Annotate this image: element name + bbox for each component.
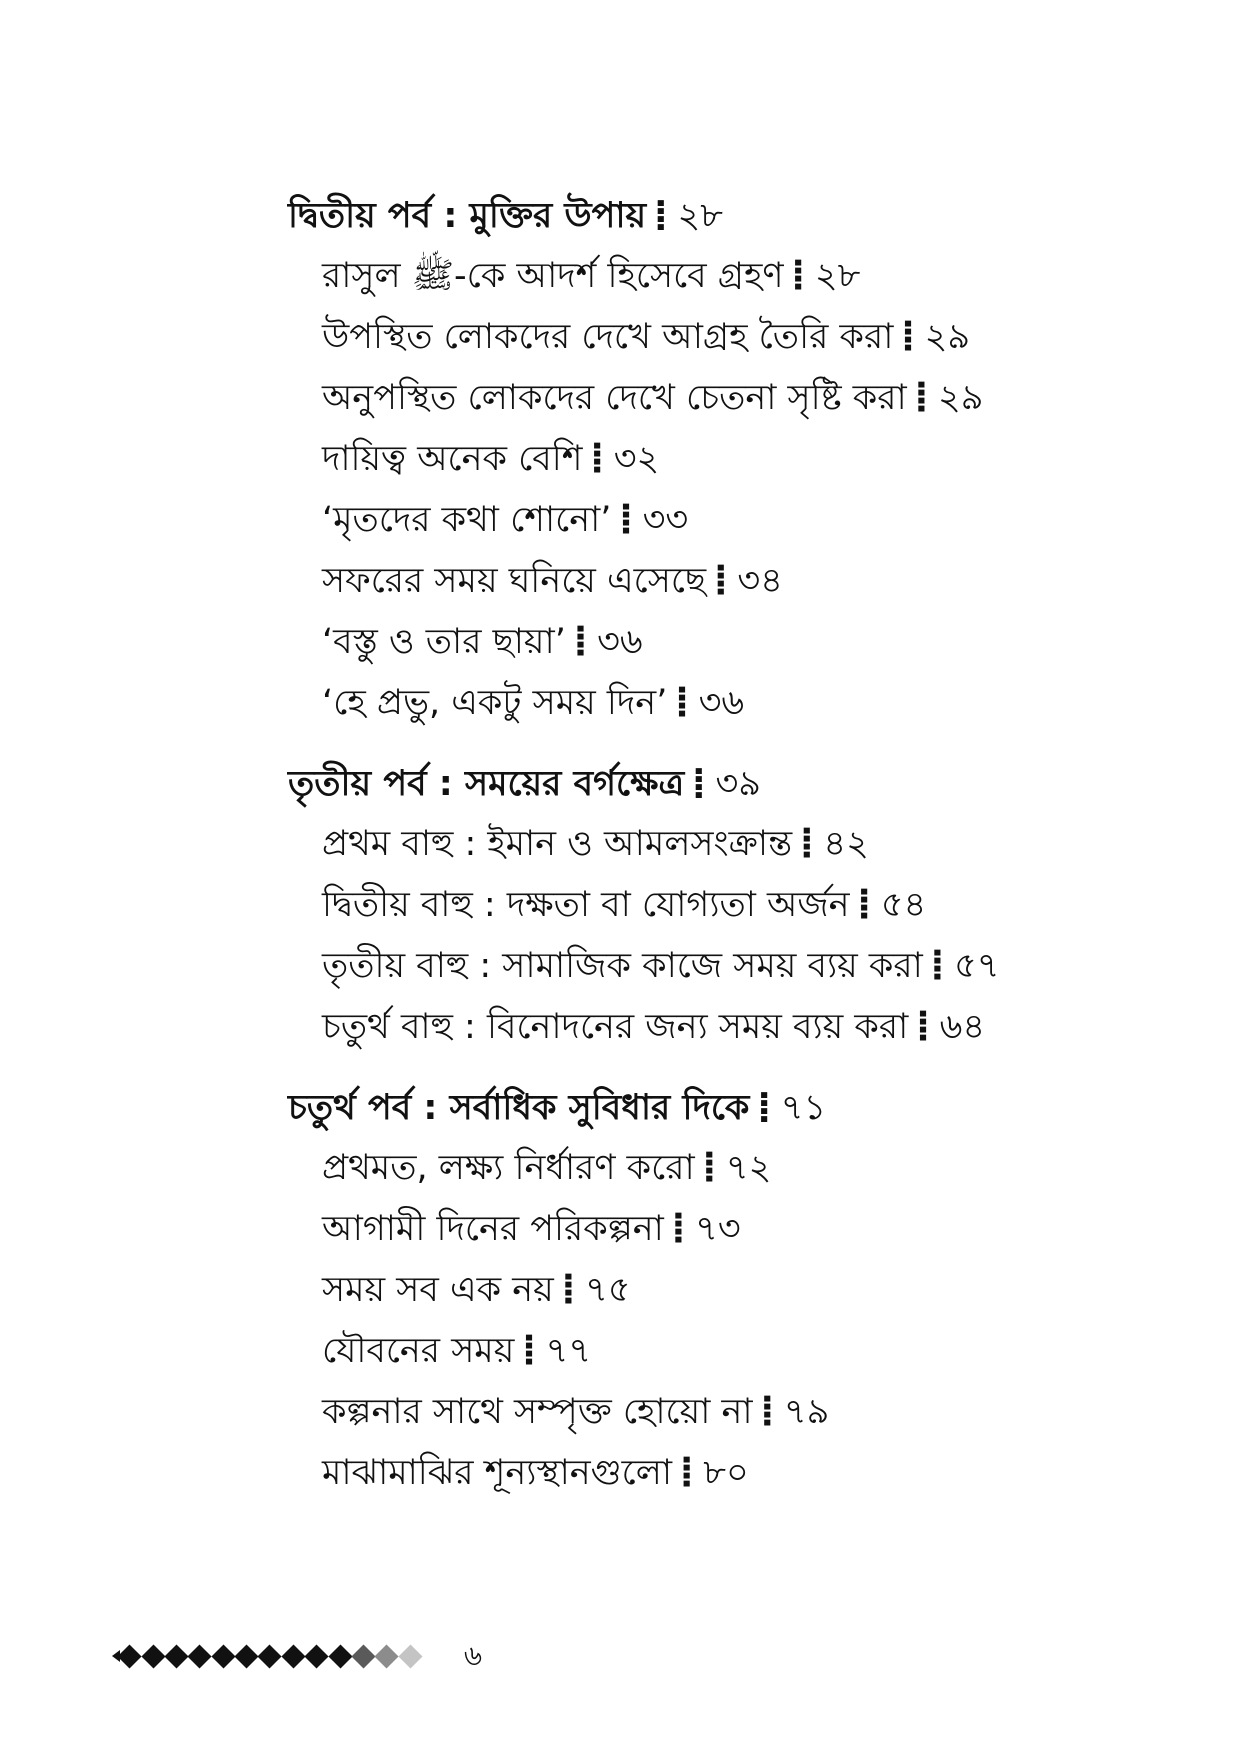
diamond-icon: [188, 1644, 212, 1668]
toc-entry[interactable]: [288, 368, 1188, 429]
separator-icon: ⁞: [800, 818, 814, 869]
entry-title: সফরের সময় ঘনিয়ে এসেছে: [322, 561, 707, 601]
diamond-icon: [375, 1644, 399, 1668]
page-number: ৩৬: [698, 683, 745, 723]
toc-entry[interactable]: [288, 814, 1188, 875]
toc-entry[interactable]: [288, 246, 1188, 307]
page-number: ৪২: [823, 824, 869, 864]
part-heading[interactable]: [288, 754, 1188, 814]
toc-entry[interactable]: [288, 1138, 1188, 1199]
page-number: ৭৩: [695, 1209, 741, 1249]
diamond-icon: [305, 1644, 329, 1668]
toc-entry[interactable]: [288, 997, 1188, 1058]
page-number: ৩৯: [715, 764, 761, 804]
entry-title: যৌবনের সময়: [322, 1331, 515, 1371]
toc-entry[interactable]: [288, 490, 1188, 551]
separator-icon: ⁞: [671, 1203, 686, 1254]
toc-entry[interactable]: [288, 673, 1188, 734]
entry-title: প্রথমত, লক্ষ্য নির্ধারণ করো: [322, 1148, 695, 1188]
toc-entry[interactable]: [288, 875, 1188, 936]
page-number: ৭১: [780, 1088, 827, 1128]
page-number: ৩২: [613, 439, 660, 479]
entry-title: কল্পনার সাথে সম্পৃক্ত হোয়ো না: [322, 1392, 753, 1432]
entry-title: চতুর্থ বাহু : বিনোদনের জন্য সময় ব্যয় করা: [322, 1007, 909, 1047]
diamond-icon: [258, 1644, 282, 1668]
toc-section-part-2: [288, 186, 1188, 734]
part-title: দ্বিতীয় পর্ব : মুক্তির উপায়: [288, 196, 647, 236]
page-number: ৭৫: [585, 1270, 631, 1310]
toc-entry[interactable]: [288, 1321, 1188, 1382]
toc-entry[interactable]: [288, 1260, 1188, 1321]
entry-title: উপস্থিত লোকদের দেখে আগ্রহ তৈরি করা: [322, 317, 894, 357]
toc-entry[interactable]: [288, 429, 1188, 490]
diamond-ornament: [112, 1648, 422, 1665]
page-number: ৭৭: [545, 1331, 592, 1371]
page-number: ৩৬: [597, 622, 643, 662]
page-number: ৭৯: [783, 1392, 830, 1432]
page-number: ৩৩: [642, 500, 689, 540]
page-number: ২৯: [937, 378, 984, 418]
separator-icon: ⁞: [522, 1325, 536, 1376]
toc-section-part-3: [288, 754, 1188, 1058]
diamond-icon: [328, 1644, 352, 1668]
separator-icon: ⁞: [914, 372, 928, 423]
separator-icon: ⁞: [679, 1447, 694, 1498]
diamond-icon: [235, 1644, 259, 1668]
part-heading[interactable]: [288, 1078, 1188, 1138]
entry-title: ‘হে প্রভু, একটু সময় দিন’: [322, 683, 668, 723]
page-number: ৬৪: [939, 1007, 986, 1047]
page-number: ৩৪: [737, 561, 783, 601]
entry-title: দ্বিতীয় বাহু : দক্ষতা বা যোগ্যতা অর্জন: [322, 885, 850, 925]
separator-icon: ⁞: [901, 311, 915, 362]
entry-title: সময় সব এক নয়: [322, 1270, 554, 1310]
separator-icon: ⁞: [619, 494, 633, 545]
toc-entry[interactable]: [288, 936, 1188, 997]
toc-entry[interactable]: [288, 307, 1188, 368]
part-heading[interactable]: [288, 186, 1188, 246]
entry-title: দায়িত্ব অনেক বেশি: [322, 439, 583, 479]
toc-entry[interactable]: [288, 1443, 1188, 1504]
entry-title: আগামী দিনের পরিকল্পনা: [322, 1209, 664, 1249]
toc-section-part-4: [288, 1078, 1188, 1504]
folio-page-number: ৬: [463, 1639, 483, 1672]
page-number: ৮০: [703, 1453, 749, 1493]
separator-icon: ⁞: [857, 879, 871, 930]
separator-icon: ⁞: [590, 433, 604, 484]
separator-icon: ⁞: [702, 1142, 716, 1193]
entry-title: রাসুল ﷺ-কে আদর্শ হিসেবে গ্রহণ: [322, 256, 784, 296]
separator-icon: ⁞: [714, 555, 728, 606]
toc-entry[interactable]: [288, 1382, 1188, 1443]
entry-title: প্রথম বাহু : ইমান ও আমলসংক্রান্ত: [322, 824, 793, 864]
separator-icon: ⁞: [692, 759, 706, 809]
page-number: ২৯: [924, 317, 971, 357]
page-number: ২৮: [814, 256, 861, 296]
diamond-icon: [281, 1644, 305, 1668]
separator-icon: ⁞: [561, 1264, 576, 1315]
diamond-icon: [351, 1644, 375, 1668]
diamond-icon: [211, 1644, 235, 1668]
part-title: তৃতীয় পর্ব : সময়ের বর্গক্ষেত্র: [288, 764, 685, 804]
toc-entry[interactable]: [288, 1199, 1188, 1260]
entry-title: ‘মৃতদের কথা শোনো’: [322, 500, 612, 540]
entry-title: অনুপস্থিত লোকদের দেখে চেতনা সৃষ্টি করা: [322, 378, 907, 418]
toc-entry[interactable]: [288, 612, 1188, 673]
separator-icon: ⁞: [916, 1001, 930, 1052]
diamond-icon: [118, 1644, 142, 1668]
separator-icon: ⁞: [791, 250, 805, 301]
diamond-icon: [164, 1644, 188, 1668]
entry-title: ‘বস্তু ও তার ছায়া’: [322, 622, 566, 662]
entry-title: মাঝামাঝির শূন্যস্থানগুলো: [322, 1453, 672, 1493]
page-footer: [112, 1636, 482, 1676]
separator-icon: ⁞: [760, 1386, 774, 1437]
page-number: ৭২: [725, 1148, 772, 1188]
entry-title: তৃতীয় বাহু : সামাজিক কাজে সময় ব্যয় করা: [322, 946, 923, 986]
diamond-icon: [398, 1644, 422, 1668]
diamond-icon: [141, 1644, 165, 1668]
separator-icon: ⁞: [654, 191, 668, 241]
table-of-contents: [288, 186, 1188, 1504]
toc-entry[interactable]: [288, 551, 1188, 612]
page-number: ৫৭: [954, 946, 1000, 986]
part-title: চতুর্থ পর্ব : সর্বাধিক সুবিধার দিকে: [288, 1088, 750, 1128]
separator-icon: ⁞: [757, 1083, 771, 1133]
separator-icon: ⁞: [930, 940, 945, 991]
page-number: ২৮: [677, 196, 723, 236]
page-number: ৫৪: [880, 885, 927, 925]
separator-icon: ⁞: [675, 677, 689, 728]
separator-icon: ⁞: [573, 616, 588, 667]
